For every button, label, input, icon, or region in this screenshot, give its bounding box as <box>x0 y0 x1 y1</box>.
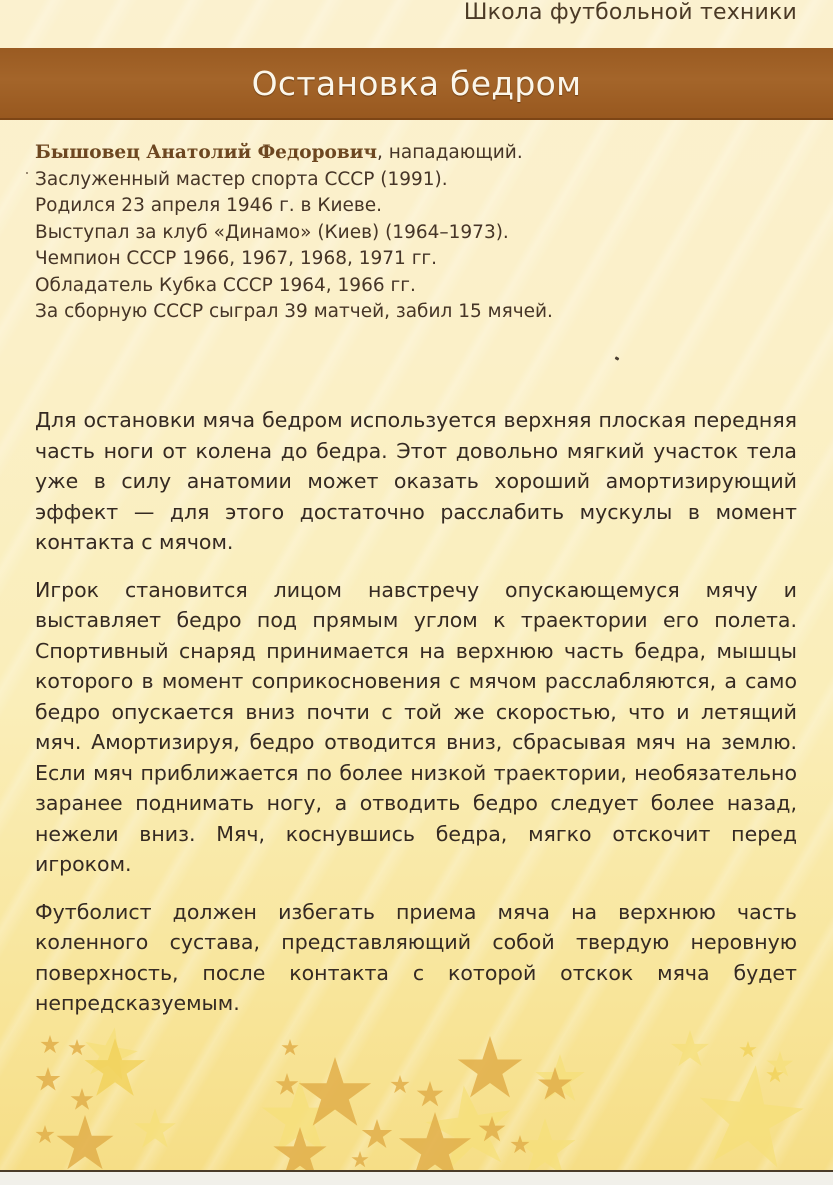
player-bio <box>35 140 635 326</box>
bio-line: Родился 23 апреля 1946 г. в Киеве. <box>35 195 383 216</box>
article-paragraph: Футболист должен избегать приема мяча на верхнюю часть коленного сустава, представляющий собой твердую неровную поверхность, после контакта с которой отскок мяча будет непредсказуемым. <box>35 899 797 1015</box>
stars-decoration <box>0 1010 833 1172</box>
scan-speck <box>615 356 620 361</box>
bio-line: Заслуженный мастер спорта СССР (1991). <box>35 168 448 190</box>
player-name: Бышовец Анатолий Федорович <box>35 142 378 163</box>
bio-name-line <box>35 140 635 167</box>
player-position: , нападающий. <box>377 142 523 163</box>
article-body <box>35 405 797 1036</box>
bio-line: Выступал за клуб «Динамо» (Киев) (1964–1973). <box>35 221 509 243</box>
bio-line: Обладатель Кубка СССР 1964, 1966 гг. <box>35 274 416 296</box>
article-paragraph: Для остановки мяча бедром используется верхняя плоская передняя часть ноги от колена до бедра. Этот довольно мягкий участок тела уже в силу анатомии может оказать хороший амортизирующий эффект — для этого достаточно расслабить мускулы в момент контакта с мячом. <box>35 408 797 554</box>
title-banner <box>0 48 833 120</box>
bio-line: За сборную СССР сыграл 39 матчей, забил 15 мячей. <box>35 301 553 322</box>
page-title: Остановка бедром <box>251 63 582 103</box>
article-paragraph: Игрок становится лицом навстречу опускающемуся мячу и выставляет бедро под прямым углом к траектории его полета. Спортивный снаряд принимается на верхнюю часть бедра, мышцы которого в момент соприкосновения с мячом расслабляются, а само бедро опускается вниз почти с той же скоростью, что и летящий мяч. Амортизируя, бедро отводится вниз, сбрасывая мяч на землю. Если мяч приближается по более низкой траектории, необязательно заранее поднимать ногу, а отводить бедро следует более назад, нежели вниз. Мяч, коснувшись бедра, мягко отскочит перед игроком. <box>35 577 797 876</box>
scan-speck <box>26 172 28 174</box>
series-title: Школа футбольной техники <box>463 0 797 25</box>
bio-line: Чемпион СССР 1966, 1967, 1968, 1971 гг. <box>35 248 438 269</box>
